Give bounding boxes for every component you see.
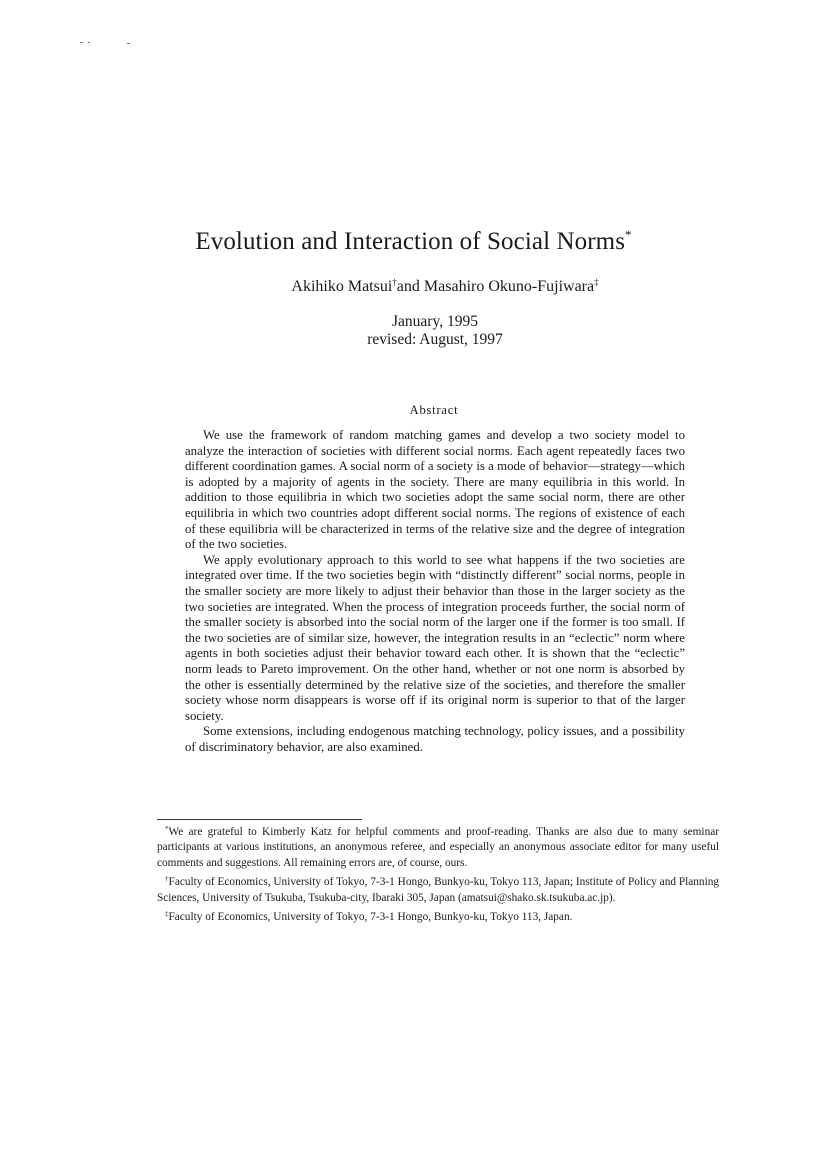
- footnote-rule: [157, 819, 362, 820]
- footnotes: [157, 822, 719, 926]
- footnote-mark: *: [165, 825, 169, 833]
- scan-speck: [127, 43, 130, 44]
- author-1: Akihiko Matsui: [291, 278, 393, 295]
- footnote-mark: ‡: [165, 910, 169, 919]
- abstract-paragraph: We use the framework of random matching games and develop a two society model to analyze the interaction of societies with different social norms. Each agent repeatedly faces two different coordination games. A social norm of a society is a mode of behavior—strategy—which is adopted by a majority of agents in the society. There are many equilibria in this world. In addition to those equilibria in which two societies adopt the same social norm, there are other equilibria in which two countries adopt different social norms. The regions of existence of each of these equilibria will be characterized in terms of the relative size and the degree of integration of the two societies.: [185, 428, 685, 552]
- footnote-mark: †: [165, 875, 169, 884]
- footnote-text: Faculty of Economics, University of Tokyo, 7-3-1 Hongo, Bunkyo-ku, Tokyo 113, Japan; Institute of Policy and Planning Sciences, University of Tsukuba, Tsukuba-city, Ibaraki 305, Japan (amatsui@shako.sk.tsukuba.ac.jp).: [157, 876, 720, 904]
- author-1-mark: †: [392, 277, 397, 287]
- abstract-heading: Abstract: [409, 403, 459, 417]
- author-connector: and: [396, 278, 420, 295]
- author-2-mark: ‡: [594, 277, 599, 287]
- author-2: Masahiro Okuno-Fujiwara: [423, 278, 595, 295]
- author-line: [0, 277, 827, 296]
- scan-speck: [80, 42, 83, 43]
- title-footnote-mark: *: [625, 227, 632, 242]
- footnote: [157, 822, 719, 871]
- footnote-text: Faculty of Economics, University of Tokyo, 7-3-1 Hongo, Bunkyo-ku, Tokyo 113, Japan.: [168, 911, 573, 924]
- scan-speck: [88, 42, 90, 43]
- footnote: [157, 872, 719, 906]
- title-text: Evolution and Interaction of Social Norms: [195, 228, 626, 255]
- date: January, 1995: [392, 313, 478, 330]
- abstract-paragraph: Some extensions, including endogenous matching technology, policy issues, and a possibility of discriminatory behavior, are also examined.: [185, 724, 685, 754]
- paper-title: [0, 227, 827, 256]
- footnote: [157, 907, 719, 925]
- abstract-body: [185, 428, 685, 755]
- abstract-paragraph: We apply evolutionary approach to this world to see what happens if the two societies are integrated over time. If the two societies begin with “distinctly different” social norms, people in the smaller society are more likely to adjust their behavior than those in the larger society as the two societies are integrated. When the process of integration proceeds further, the social norm of the smaller society is absorbed into the social norm of the larger one if the former is too small. If the two societies are of similar size, however, the integration results in an “eclectic” norm where agents in both societies adjust their behavior toward each other. It is shown that the “eclectic” norm leads to Pareto improvement. On the other hand, whether or not one norm is absorbed by the other is essentially determined by the relative size of the societies, and therefore the smaller society whose norm disappears is worse off if its original norm is superior to that of the larger society.: [185, 552, 685, 723]
- footnote-text: We are grateful to Kimberly Katz for helpful comments and proof-reading. Thanks are also due to many seminar participants at various institutions, an anonymous referee, and especially an anonymous associate editor for many useful comments and suggestions. All remaining errors are, of course, ours.: [157, 826, 719, 869]
- revised-date: revised: August, 1997: [367, 331, 503, 348]
